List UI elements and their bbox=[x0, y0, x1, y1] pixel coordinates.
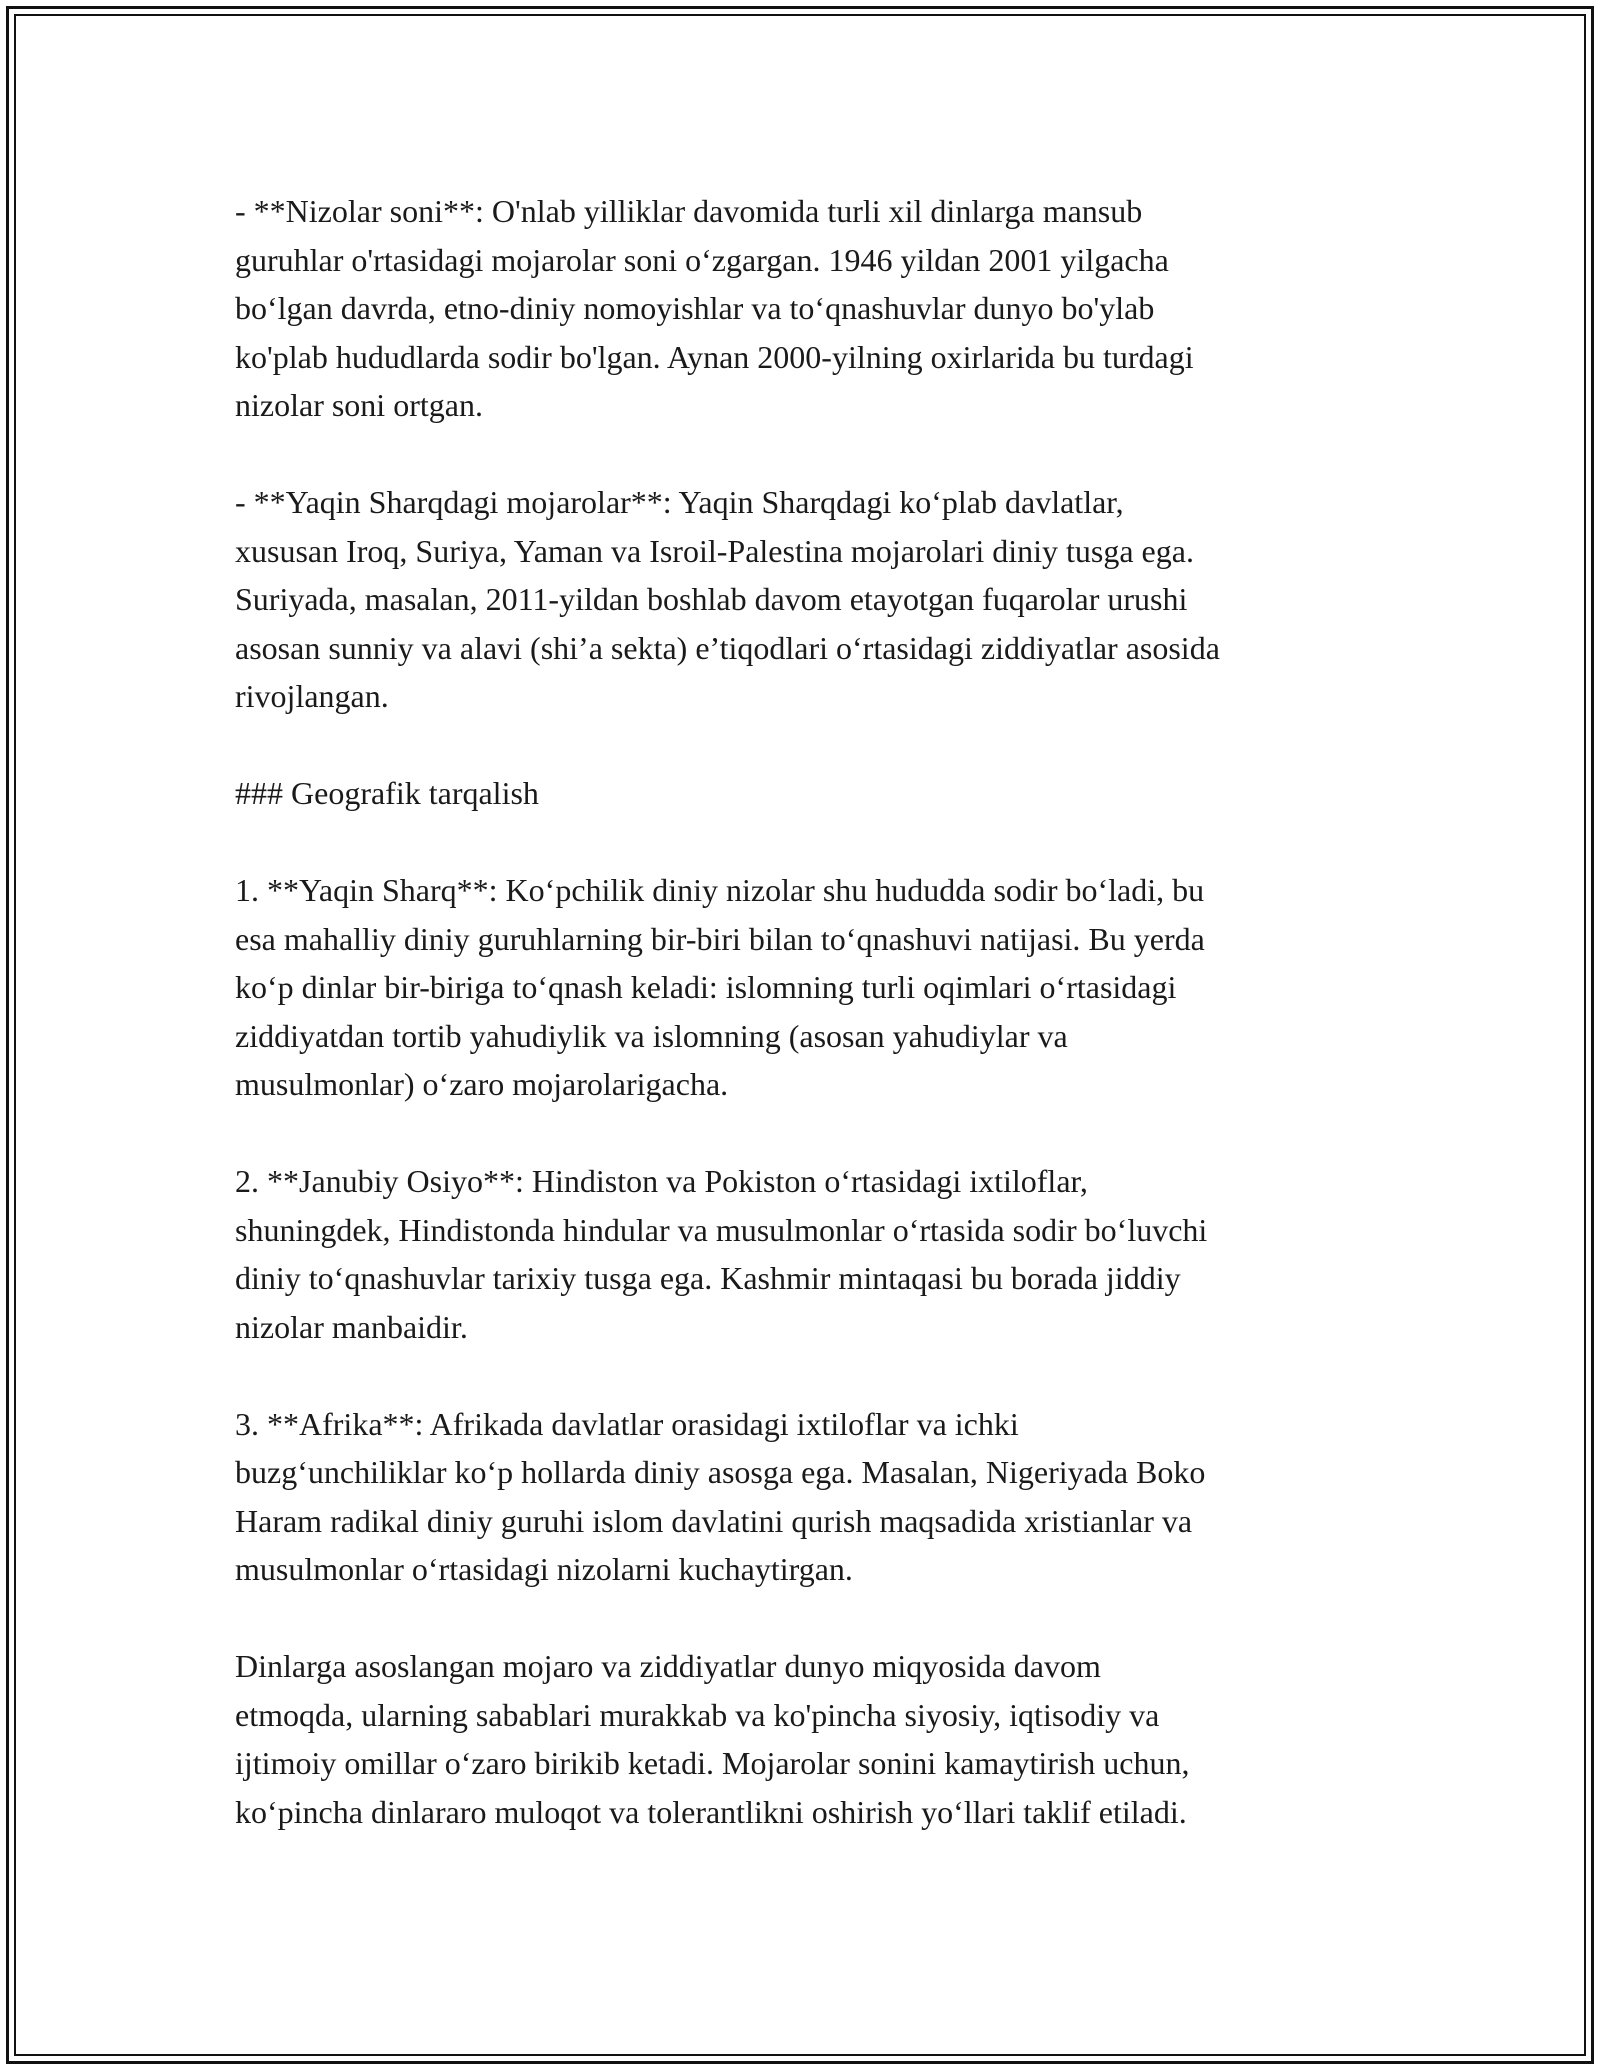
list-item-afrika: 3. **Afrika**: Afrikada davlatlar orasidagi ixtiloflar va ichki buzgʻunchiliklar koʻp hollarda diniy asosga ega. Masalan, Nigeriyada Boko Haram radikal diniy guruhi islom davlatini qurish maqsadida xristianlar va musulmonlar oʻrtasidagi nizolarni kuchaytirgan. bbox=[235, 1405, 1206, 1587]
paragraph-conclusion: Dinlarga asoslangan mojaro va ziddiyatlar dunyo miqyosida davom etmoqda, ularning sabablari murakkab va ko'pincha siyosiy, iqtisodiy va ijtimoiy omillar oʻzaro birikib ketadi. Mojarolar sonini kamaytirish uchun, koʻpincha dinlararo muloqot va tolerantlikni oshirish yoʻllari taklif etiladi. bbox=[235, 1648, 1190, 1830]
paragraph-nizolar-soni: - **Nizolar soni**: O'nlab yilliklar davomida turli xil dinlarga mansub guruhlar o'rtasidagi mojarolar soni oʻzgargan. 1946 yildan 2001 yilgacha boʻlgan davrda, etno-diniy nomoyishlar va toʻqnashuvlar dunyo bo'ylab ko'plab hududlarda sodir bo'lgan. Aynan 2000-yilning oxirlarida bu turdagi nizolar soni ortgan. bbox=[235, 193, 1194, 423]
list-item-yaqin-sharq: 1. **Yaqin Sharq**: Koʻpchilik diniy nizolar shu hududda sodir boʻladi, bu esa mahalliy diniy guruhlarning bir-biri bilan toʻqnashuvi natijasi. Bu yerda koʻp dinlar bir-biriga toʻqnash keladi: islomning turli oqimlari oʻrtasidagi ziddiyatdan tortib yahudiylik va islomning (asosan yahudiylar va musulmonlar) oʻzaro mojarolarigacha. bbox=[235, 872, 1205, 1102]
document-body bbox=[235, 187, 1385, 1836]
paragraph-yaqin-sharq-mojarolar: - **Yaqin Sharqdagi mojarolar**: Yaqin Sharqdagi koʻplab davlatlar, xususan Iroq, Suriya, Yaman va Isroil-Palestina mojarolari diniy tusga ega. Suriyada, masalan, 2011-yildan boshlab davom etayotgan fuqarolar urushi asosan sunniy va alavi (shi’a sekta) e’tiqodlari oʻrtasidagi ziddiyatlar asosida rivojlangan. bbox=[235, 484, 1220, 714]
section-heading-geografik-tarqalish: ### Geografik tarqalish bbox=[235, 775, 539, 811]
list-item-janubiy-osiyo: 2. **Janubiy Osiyo**: Hindiston va Pokiston oʻrtasidagi ixtiloflar, shuningdek, Hindistonda hindular va musulmonlar oʻrtasida sodir boʻluvchi diniy toʻqnashuvlar tarixiy tusga ega. Kashmir mintaqasi bu borada jiddiy nizolar manbaidir. bbox=[235, 1163, 1208, 1345]
